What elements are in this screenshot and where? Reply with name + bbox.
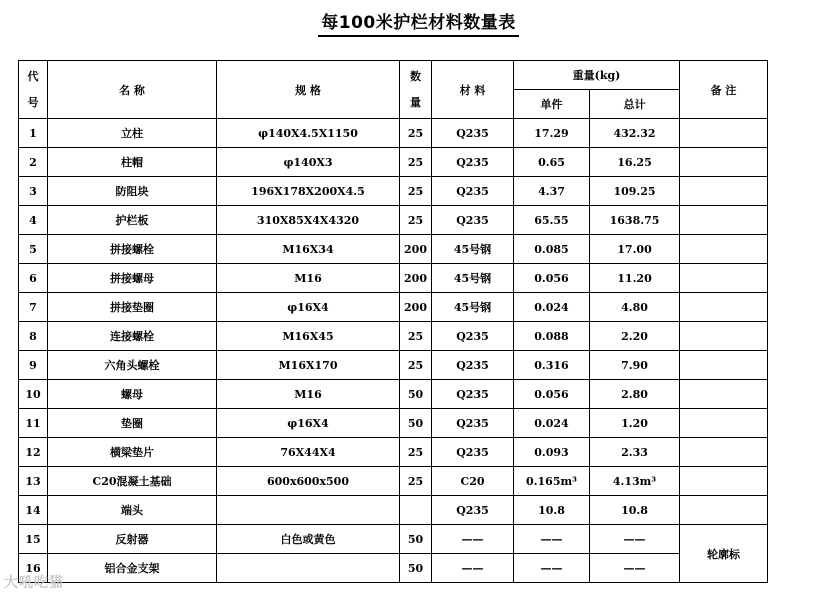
- cell-material: Q235: [432, 409, 514, 438]
- cell-spec: 600x600x500: [217, 467, 400, 496]
- cell-material: Q235: [432, 177, 514, 206]
- cell-qty: 25: [400, 206, 432, 235]
- cell-total-weight: 432.32: [590, 119, 680, 148]
- cell-material: ——: [432, 525, 514, 554]
- cell-qty: 25: [400, 148, 432, 177]
- cell-spec: M16X45: [217, 322, 400, 351]
- cell-name: 防阻块: [48, 177, 217, 206]
- cell-no: 12: [19, 438, 48, 467]
- cell-remark-merged: 轮廓标: [680, 525, 768, 583]
- cell-spec: φ16X4: [217, 409, 400, 438]
- cell-spec: M16: [217, 380, 400, 409]
- header-total-weight: 总计: [590, 90, 680, 119]
- table-row: [19, 322, 768, 351]
- header-name: 名 称: [48, 61, 217, 119]
- cell-remark: [680, 409, 768, 438]
- cell-remark: [680, 206, 768, 235]
- cell-remark: [680, 322, 768, 351]
- cell-total-weight: 109.25: [590, 177, 680, 206]
- cell-no: 15: [19, 525, 48, 554]
- table-row: [19, 119, 768, 148]
- header-remark: 备 注: [680, 61, 768, 119]
- cell-unit-weight: 0.024: [514, 409, 590, 438]
- cell-no: 3: [19, 177, 48, 206]
- table-row: [19, 177, 768, 206]
- cell-no: 11: [19, 409, 48, 438]
- cell-total-weight: 4.80: [590, 293, 680, 322]
- cell-unit-weight: 0.088: [514, 322, 590, 351]
- cell-total-weight: 1638.75: [590, 206, 680, 235]
- cell-qty: 25: [400, 438, 432, 467]
- cell-spec: φ140X3: [217, 148, 400, 177]
- cell-spec: 白色或黄色: [217, 525, 400, 554]
- cell-qty: [400, 496, 432, 525]
- cell-spec: [217, 496, 400, 525]
- cell-material: 45号钢: [432, 293, 514, 322]
- watermark: 大吼吃猫: [4, 575, 64, 591]
- cell-qty: 50: [400, 409, 432, 438]
- cell-unit-weight: 10.8: [514, 496, 590, 525]
- cell-total-weight: 11.20: [590, 264, 680, 293]
- cell-unit-weight: 0.65: [514, 148, 590, 177]
- table-row: [19, 467, 768, 496]
- cell-unit-weight: 0.056: [514, 380, 590, 409]
- cell-name: 拼接螺母: [48, 264, 217, 293]
- header-material: 材 料: [432, 61, 514, 119]
- cell-spec: 76X44X4: [217, 438, 400, 467]
- cell-no: 13: [19, 467, 48, 496]
- cell-name: 柱帽: [48, 148, 217, 177]
- cell-unit-weight: ——: [514, 525, 590, 554]
- cell-name: 六角头螺栓: [48, 351, 217, 380]
- header-qty: 数 量: [400, 61, 432, 119]
- cell-material: Q235: [432, 206, 514, 235]
- cell-total-weight: ——: [590, 554, 680, 583]
- cell-spec: [217, 554, 400, 583]
- cell-unit-weight: 0.316: [514, 351, 590, 380]
- table-row: [19, 264, 768, 293]
- cell-name: 端头: [48, 496, 217, 525]
- cell-total-weight: 1.20: [590, 409, 680, 438]
- cell-remark: [680, 380, 768, 409]
- cell-total-weight: 10.8: [590, 496, 680, 525]
- cell-unit-weight: 65.55: [514, 206, 590, 235]
- cell-total-weight: 2.80: [590, 380, 680, 409]
- cell-qty: 200: [400, 293, 432, 322]
- cell-no: 8: [19, 322, 48, 351]
- cell-name: 横梁垫片: [48, 438, 217, 467]
- cell-no: 6: [19, 264, 48, 293]
- cell-remark: [680, 496, 768, 525]
- cell-unit-weight: 0.093: [514, 438, 590, 467]
- cell-remark: [680, 438, 768, 467]
- cell-total-weight: 17.00: [590, 235, 680, 264]
- cell-remark: [680, 293, 768, 322]
- table-row: [19, 554, 768, 583]
- cell-remark: [680, 177, 768, 206]
- materials-table: [18, 60, 768, 583]
- cell-no: 10: [19, 380, 48, 409]
- cell-qty: 25: [400, 351, 432, 380]
- cell-spec: φ140X4.5X1150: [217, 119, 400, 148]
- cell-remark: [680, 235, 768, 264]
- cell-qty: 200: [400, 264, 432, 293]
- cell-material: Q235: [432, 438, 514, 467]
- cell-material: C20: [432, 467, 514, 496]
- cell-remark: [680, 351, 768, 380]
- table-row: [19, 235, 768, 264]
- cell-name: 螺母: [48, 380, 217, 409]
- cell-spec: M16X34: [217, 235, 400, 264]
- cell-material: 45号钢: [432, 264, 514, 293]
- cell-spec: 196X178X200X4.5: [217, 177, 400, 206]
- cell-name: 护栏板: [48, 206, 217, 235]
- cell-remark: [680, 148, 768, 177]
- cell-material: ——: [432, 554, 514, 583]
- cell-qty: 25: [400, 467, 432, 496]
- table-row: [19, 380, 768, 409]
- cell-material: Q235: [432, 380, 514, 409]
- cell-spec: M16: [217, 264, 400, 293]
- cell-unit-weight: 0.056: [514, 264, 590, 293]
- cell-unit-weight: 4.37: [514, 177, 590, 206]
- header-code: 代 号: [19, 61, 48, 119]
- cell-unit-weight: 0.024: [514, 293, 590, 322]
- cell-remark: [680, 467, 768, 496]
- cell-qty: 25: [400, 177, 432, 206]
- cell-total-weight: ——: [590, 525, 680, 554]
- cell-total-weight: 16.25: [590, 148, 680, 177]
- cell-no: 9: [19, 351, 48, 380]
- cell-no: 5: [19, 235, 48, 264]
- cell-qty: 50: [400, 525, 432, 554]
- cell-unit-weight: ——: [514, 554, 590, 583]
- cell-material: Q235: [432, 148, 514, 177]
- cell-no: 2: [19, 148, 48, 177]
- cell-spec: M16X170: [217, 351, 400, 380]
- table-row: [19, 438, 768, 467]
- cell-total-weight: 2.20: [590, 322, 680, 351]
- cell-name: 铝合金支架: [48, 554, 217, 583]
- cell-remark: [680, 119, 768, 148]
- cell-no: 4: [19, 206, 48, 235]
- cell-no: 7: [19, 293, 48, 322]
- cell-name: 拼接垫圈: [48, 293, 217, 322]
- cell-unit-weight: 0.085: [514, 235, 590, 264]
- cell-no: 14: [19, 496, 48, 525]
- cell-material: 45号钢: [432, 235, 514, 264]
- cell-material: Q235: [432, 119, 514, 148]
- table-row: [19, 525, 768, 554]
- cell-material: Q235: [432, 322, 514, 351]
- table-title: 每100米护栏材料数量表: [0, 8, 837, 33]
- header-row-1: [19, 61, 768, 90]
- cell-spec: φ16X4: [217, 293, 400, 322]
- cell-no: 1: [19, 119, 48, 148]
- table-row: [19, 496, 768, 525]
- cell-material: Q235: [432, 496, 514, 525]
- cell-qty: 200: [400, 235, 432, 264]
- table-row: [19, 409, 768, 438]
- cell-qty: 25: [400, 322, 432, 351]
- header-spec: 规 格: [217, 61, 400, 119]
- cell-spec: 310X85X4X4320: [217, 206, 400, 235]
- cell-total-weight: 7.90: [590, 351, 680, 380]
- cell-qty: 25: [400, 119, 432, 148]
- table-row: [19, 148, 768, 177]
- cell-name: 垫圈: [48, 409, 217, 438]
- table-row: [19, 351, 768, 380]
- cell-total-weight: 2.33: [590, 438, 680, 467]
- table-row: [19, 206, 768, 235]
- cell-remark: [680, 264, 768, 293]
- cell-name: 立柱: [48, 119, 217, 148]
- cell-unit-weight: 17.29: [514, 119, 590, 148]
- cell-qty: 50: [400, 380, 432, 409]
- cell-name: C20混凝土基础: [48, 467, 217, 496]
- cell-unit-weight: 0.165m³: [514, 467, 590, 496]
- cell-total-weight: 4.13m³: [590, 467, 680, 496]
- cell-qty: 50: [400, 554, 432, 583]
- table-row: [19, 293, 768, 322]
- header-weight: 重量(kg): [514, 61, 680, 90]
- cell-no: 16: [19, 554, 48, 583]
- header-unit-weight: 单件: [514, 90, 590, 119]
- cell-name: 连接螺栓: [48, 322, 217, 351]
- cell-name: 反射器: [48, 525, 217, 554]
- cell-material: Q235: [432, 351, 514, 380]
- cell-name: 拼接螺栓: [48, 235, 217, 264]
